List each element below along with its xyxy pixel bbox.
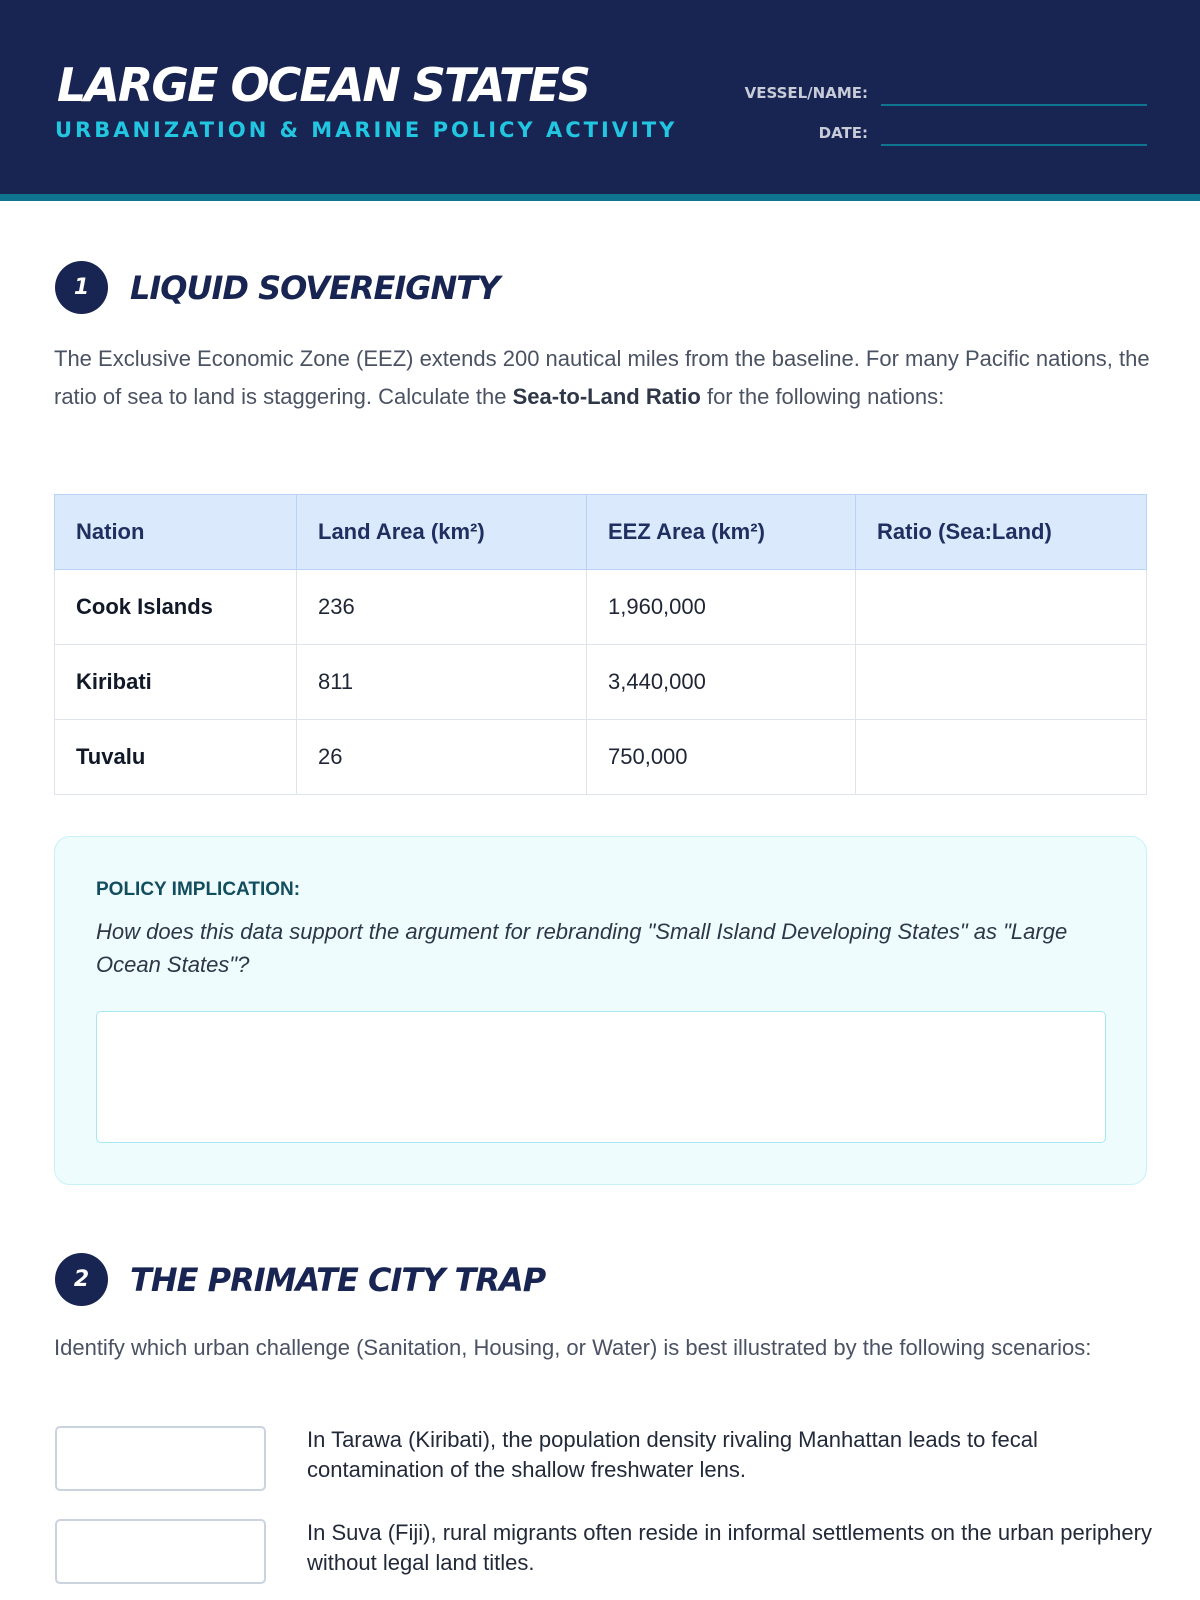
policy-question: How does this data support the argument for rebranding "Small Island Developing States" as "Large Ocean States"? bbox=[96, 919, 1068, 977]
column-header: Land Area (km²) bbox=[297, 495, 587, 570]
page-subtitle: URBANIZATION & MARINE POLICY ACTIVITY bbox=[55, 118, 678, 142]
eez-cell: 750,000 bbox=[587, 720, 856, 795]
ratio-input-cell[interactable] bbox=[856, 645, 1147, 720]
policy-answer-field[interactable] bbox=[96, 1011, 1106, 1143]
section-number-badge: 1 bbox=[55, 261, 108, 314]
scenario-answer-field[interactable] bbox=[55, 1519, 266, 1584]
land-cell: 26 bbox=[297, 720, 587, 795]
intro-text-end: for the following nations: bbox=[700, 384, 945, 409]
scenario-answer-field[interactable] bbox=[55, 1426, 266, 1491]
vessel-name-field[interactable] bbox=[881, 92, 1147, 106]
date-label: DATE: bbox=[818, 124, 868, 142]
section-1-intro bbox=[54, 340, 1154, 416]
policy-implication-box bbox=[54, 836, 1147, 1185]
section-number-badge: 2 bbox=[55, 1253, 108, 1306]
nation-cell: Cook Islands bbox=[55, 570, 297, 645]
nation-cell: Tuvalu bbox=[55, 720, 297, 795]
page-title: LARGE OCEAN STATES bbox=[57, 58, 589, 112]
ratio-input-cell[interactable] bbox=[856, 570, 1147, 645]
section-2-heading bbox=[55, 1253, 545, 1306]
land-cell: 811 bbox=[297, 645, 587, 720]
table-row bbox=[55, 570, 1147, 645]
eez-table bbox=[54, 494, 1147, 795]
column-header: Nation bbox=[55, 495, 297, 570]
scenario-text: In Suva (Fiji), rural migrants often reside in informal settlements on the urban periphery without legal land titles. bbox=[307, 1520, 1152, 1575]
column-header: Ratio (Sea:Land) bbox=[856, 495, 1147, 570]
column-header: EEZ Area (km²) bbox=[587, 495, 856, 570]
header bbox=[0, 0, 1200, 201]
section-title: LIQUID SOVEREIGNTY bbox=[130, 268, 500, 307]
vessel-name-label: VESSEL/NAME: bbox=[744, 84, 868, 102]
policy-label: POLICY IMPLICATION: bbox=[96, 879, 301, 900]
section-title: THE PRIMATE CITY TRAP bbox=[130, 1260, 546, 1299]
intro-bold: Sea-to-Land Ratio bbox=[512, 384, 701, 409]
section-2-intro: Identify which urban challenge (Sanitation, Housing, or Water) is best illustrated by the following scenarios: bbox=[54, 1335, 1092, 1360]
intro-text: The Exclusive Economic Zone (EEZ) extends 200 nautical miles from the baseline. For many Pacific nations, the ratio of sea to land is staggering. Calculate the bbox=[54, 346, 1150, 409]
date-field[interactable] bbox=[881, 132, 1147, 146]
scenario-text: In Tarawa (Kiribati), the population density rivaling Manhattan leads to fecal contamination of the shallow freshwater lens. bbox=[307, 1427, 1038, 1482]
ratio-input-cell[interactable] bbox=[856, 720, 1147, 795]
table-header-row bbox=[55, 495, 1147, 570]
eez-cell: 1,960,000 bbox=[587, 570, 856, 645]
eez-cell: 3,440,000 bbox=[587, 645, 856, 720]
table-row bbox=[55, 720, 1147, 795]
section-1-heading bbox=[55, 261, 499, 314]
nation-cell: Kiribati bbox=[55, 645, 297, 720]
table-row bbox=[55, 645, 1147, 720]
land-cell: 236 bbox=[297, 570, 587, 645]
